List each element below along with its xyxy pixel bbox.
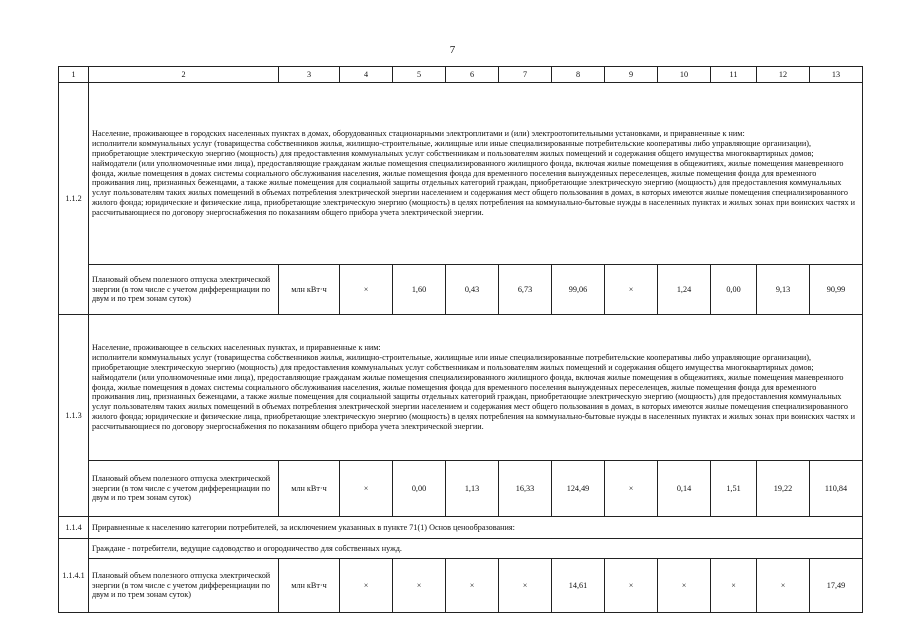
table-row bbox=[59, 315, 863, 461]
value-cell: 14,61 bbox=[552, 559, 605, 613]
column-header: 10 bbox=[658, 67, 711, 83]
unit-cell: млн кВт·ч bbox=[279, 461, 340, 517]
volume-label: Плановый объем полезного отпуска электрической энергии (в том числе с учетом дифференциации по двум и по трем зонам суток) bbox=[89, 265, 279, 315]
value-cell: × bbox=[340, 559, 393, 613]
value-cell: 0,00 bbox=[711, 265, 757, 315]
value-cell: × bbox=[446, 559, 499, 613]
value-cell: 6,73 bbox=[499, 265, 552, 315]
column-header: 9 bbox=[605, 67, 658, 83]
value-cell: × bbox=[711, 559, 757, 613]
value-cell: 1,60 bbox=[393, 265, 446, 315]
column-header: 11 bbox=[711, 67, 757, 83]
unit-cell: млн кВт·ч bbox=[279, 265, 340, 315]
category-text: исполнители коммунальных услуг (товарищества собственников жилья, жилищно-строительные, жилищные или иные специализированные потребительские кооперативы либо управляющие организации), приобретающие электрическую энергию (мощность) для предоставления коммунальных услуг собственникам и пользователям жилых помещений и содержания общего имущества многоквартирных домов; наймодатели (или уполномоченные ими лица), предоставляющие гражданам жилые помещения специализированного жилищного фонда, включая жилые помещения в общежитиях, жилые помещения маневренного фонда, жилые помещения в домах системы социального обслуживания населения, жилые помещения фонда для временного поселения вынужденных переселенцев, жилые помещения фонда для временного проживания лиц, признанных беженцами, а также жилые помещения для социальной защиты отдельных категорий граждан, приобретающие электрическую энергию (мощность) для предоставления коммунальных услуг пользователям таких жилых помещений в объемах потребления электрической энергии населением и содержания мест общего пользования в домах, в которых имеются жилые помещения специализированного жилого фонда; юридические и физические лица, приобретающие электрическую энергию (мощность) в целях потребления на коммунально-бытовые нужды в населенных пунктах и жилых зонах при воинских частях и рассчитывающиеся по договору энергоснабжения по показаниям общего прибора учета электрической энергии. bbox=[92, 353, 855, 431]
table-row bbox=[59, 83, 863, 265]
value-cell: × bbox=[658, 559, 711, 613]
value-cell: 1,13 bbox=[446, 461, 499, 517]
category-description: Приравненные к населению категории потребителей, за исключением указанных в пункте 71(1) Основ ценообразования: bbox=[89, 517, 863, 539]
value-cell: × bbox=[605, 559, 658, 613]
value-cell: × bbox=[499, 559, 552, 613]
table-row bbox=[59, 461, 863, 517]
value-cell: 1,24 bbox=[658, 265, 711, 315]
header-row bbox=[59, 67, 863, 83]
value-cell: × bbox=[605, 265, 658, 315]
value-cell: × bbox=[757, 559, 810, 613]
category-title: Население, проживающее в сельских населенных пунктах, и приравненные к ним: bbox=[92, 343, 381, 353]
value-cell: 17,49 bbox=[810, 559, 863, 613]
table-row bbox=[59, 265, 863, 315]
value-cell: 99,06 bbox=[552, 265, 605, 315]
column-header: 13 bbox=[810, 67, 863, 83]
table-row bbox=[59, 559, 863, 613]
volume-label: Плановый объем полезного отпуска электрической энергии (в том числе с учетом дифференциации по двум и по трем зонам суток) bbox=[89, 559, 279, 613]
column-header: 6 bbox=[446, 67, 499, 83]
value-cell: 16,33 bbox=[499, 461, 552, 517]
column-header: 2 bbox=[89, 67, 279, 83]
page-number: 7 bbox=[449, 44, 456, 56]
category-text: исполнители коммунальных услуг (товарищества собственников жилья, жилищно-строительные, жилищные или иные специализированные потребительские кооперативы либо управляющие организации), приобретающие электрическую энергию (мощность) для предоставления коммунальных услуг собственникам и пользователям жилых помещений и содержания общего имущества многоквартирных домов; наймодатели (или уполномоченные ими лица), предоставляющие гражданам жилые помещения специализированного жилищного фонда, включая жилые помещения в общежитиях, жилые помещения маневренного фонда, жилые помещения в домах системы социального обслуживания населения, жилые помещения фонда для временного поселения вынужденных переселенцев, жилые помещения фонда для временного проживания лиц, признанных беженцами, а также жилые помещения для социальной защиты отдельных категорий граждан, приобретающие электрическую энергию (мощность) для предоставления коммунальных услуг пользователям таких жилых помещений в объемах потребления электрической энергии населением и содержания мест общего пользования в домах, в которых имеются жилые помещения специализированного жилого фонда; юридические и физические лица, приобретающие электрическую энергию (мощность) в целях потребления на коммунально-бытовые нужды в населенных пунктах и жилых зонах при воинских частях и рассчитывающиеся по договору энергоснабжения по показаниям общего прибора учета электрической энергии. bbox=[92, 139, 855, 217]
value-cell: 9,13 bbox=[757, 265, 810, 315]
value-cell: 1,51 bbox=[711, 461, 757, 517]
column-header: 8 bbox=[552, 67, 605, 83]
tariff-table bbox=[58, 66, 863, 613]
value-cell: 0,43 bbox=[446, 265, 499, 315]
value-cell: × bbox=[340, 265, 393, 315]
value-cell: 110,84 bbox=[810, 461, 863, 517]
value-cell: × bbox=[340, 461, 393, 517]
row-code: 1.1.2 bbox=[59, 83, 89, 315]
volume-label: Плановый объем полезного отпуска электрической энергии (в том числе с учетом дифференциации по двум и по трем зонам суток) bbox=[89, 461, 279, 517]
category-title: Население, проживающее в городских населенных пунктах в домах, оборудованных стационарными электроплитами и (или) электроотопительными установками, и приравненные к ним: bbox=[92, 129, 745, 139]
row-code: 1.1.4.1 bbox=[59, 539, 89, 613]
row-code: 1.1.4 bbox=[59, 517, 89, 539]
column-header: 5 bbox=[393, 67, 446, 83]
value-cell: 0,14 bbox=[658, 461, 711, 517]
value-cell: 19,22 bbox=[757, 461, 810, 517]
value-cell: 124,49 bbox=[552, 461, 605, 517]
column-header: 7 bbox=[499, 67, 552, 83]
column-header: 3 bbox=[279, 67, 340, 83]
category-description: Граждане - потребители, ведущие садоводство и огородничество для собственных нужд. bbox=[89, 539, 863, 559]
value-cell: 90,99 bbox=[810, 265, 863, 315]
table-row bbox=[59, 539, 863, 559]
value-cell: 0,00 bbox=[393, 461, 446, 517]
column-header: 4 bbox=[340, 67, 393, 83]
value-cell: × bbox=[393, 559, 446, 613]
category-description bbox=[89, 315, 863, 461]
value-cell: × bbox=[605, 461, 658, 517]
unit-cell: млн кВт·ч bbox=[279, 559, 340, 613]
category-description bbox=[89, 83, 863, 265]
table-row bbox=[59, 517, 863, 539]
column-header: 12 bbox=[757, 67, 810, 83]
row-code: 1.1.3 bbox=[59, 315, 89, 517]
column-header: 1 bbox=[59, 67, 89, 83]
